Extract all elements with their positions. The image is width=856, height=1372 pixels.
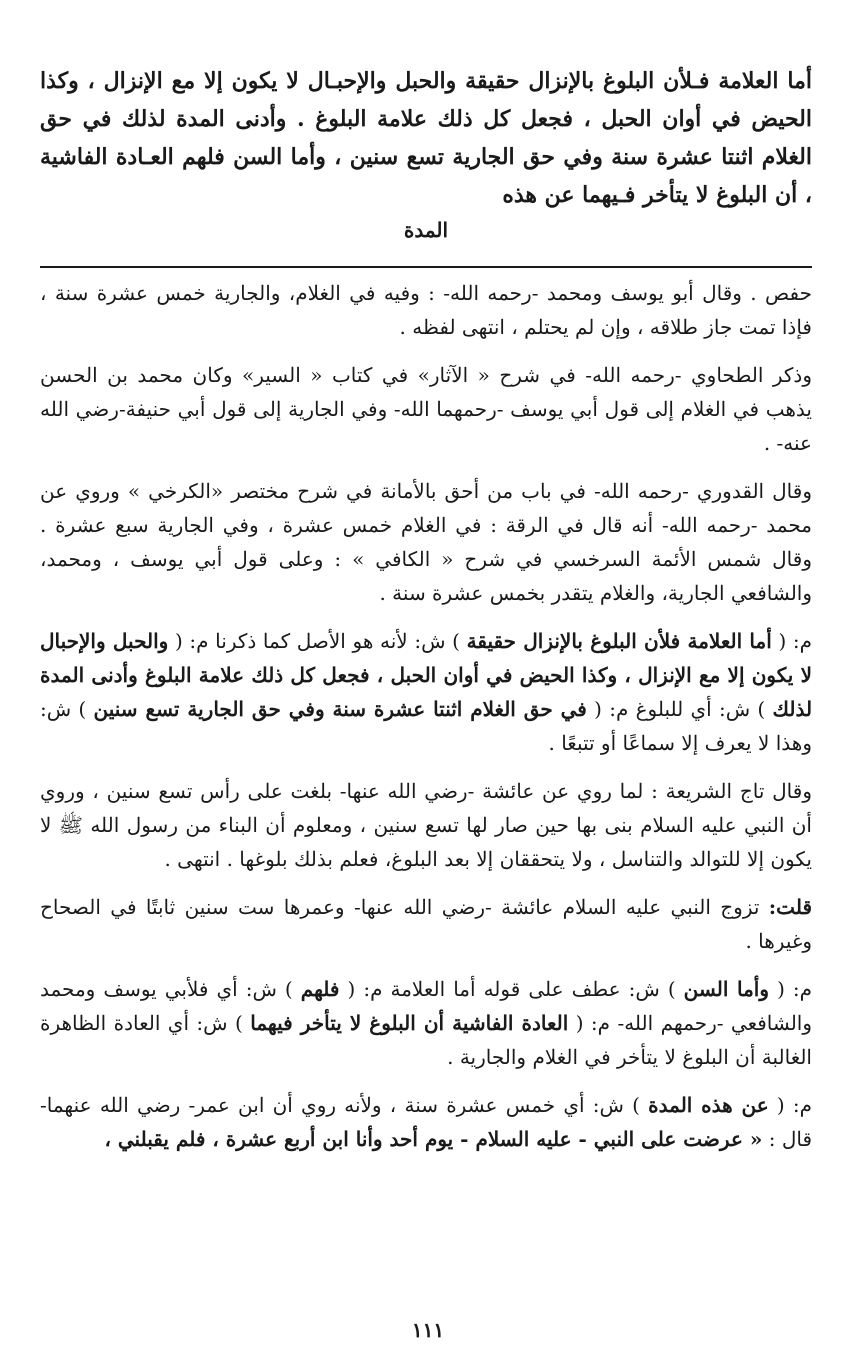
- qultu-label: قلت:: [768, 895, 812, 919]
- matn-end-word: المدة: [403, 218, 449, 242]
- sharh-paragraph-6: [40, 890, 812, 958]
- commentary-text: ) ش: أي خمس عشرة سنة ، ولأنه روي أن ابن عمر- رضي الله عنهما- قال :: [40, 1093, 812, 1151]
- matn-block: [40, 62, 812, 258]
- marker-text: م: (: [776, 1093, 813, 1117]
- quoted-matn: فلهم: [300, 977, 340, 1001]
- quoted-matn: والحبل والإحبال لا يكون إلا مع الإنزال ، وكذا الحيض في أوان الحبل ، فجعل كل ذلك علامة البلوغ وأدنى المدة لذلك: [40, 629, 813, 721]
- commentary-text: ) ش: وهذا لا يعرف إلا سماعًا أو تتبعًا .: [40, 697, 812, 755]
- sharh-paragraph-1: حفص . وقال أبو يوسف ومحمد -رحمه الله- : وفيه في الغلام، والجارية خمس عشرة سنة ، فإذا تمت جاز طلاقه ، وإن لم يحتلم ، انتهى لفظه .: [40, 281, 812, 339]
- commentary-text: ) ش: لأنه هو الأصل كما ذكرنا م: (: [174, 629, 460, 653]
- hadith-quote: « عرضت على النبي - عليه السلام - يوم أحد وأنا ابن أربع عشرة ، فلم يقبلني ،: [104, 1127, 763, 1151]
- sharh-paragraph-4: [40, 624, 812, 760]
- quoted-matn: العادة الفاشية أن البلوغ لا يتأخر فيهما: [250, 1011, 569, 1035]
- section-divider: [40, 266, 812, 268]
- marker-text: م: (: [778, 629, 813, 653]
- page-number: ١١١: [411, 1318, 445, 1342]
- sharh-block: [40, 276, 812, 1170]
- commentary-text: ) ش: أي للبلوغ م: (: [594, 697, 766, 721]
- sharh-paragraph-2: وذكر الطحاوي -رحمه الله- في شرح « الآثار» في كتاب « السير» وكان محمد بن الحسن يذهب في الغلام إلى قول أبي يوسف -رحمهما الله- وفي الجارية إلى قول أبي حنيفة-رضي الله عنه- .: [40, 363, 812, 455]
- sharh-paragraph-7: [40, 972, 812, 1074]
- sharh-paragraph-3: وقال القدوري -رحمه الله- في باب من أحق بالأمانة في شرح مختصر «الكرخي » وروي عن محمد -رحمه الله- أنه قال في الرقة : في الغلام خمس عشرة ، وفي الجارية سبع عشرة . وقال شمس الأئمة السرخسي في شرح « الكافي » : وعلى قول أبي يوسف ، ومحمد، والشافعي الجارية، والغلام يتقدر بخمس عشرة سنة .: [40, 479, 812, 605]
- sharh-paragraph-5: وقال تاج الشريعة : لما روي عن عائشة -رضي الله عنها- بلغت على رأس تسع سنين ، وروي أن النبي عليه السلام بنى بها حين صار لها تسع سنين ، ومعلوم أن البناء من رسول الله ﷺ لا يكون إلا للتوالد والتناسل ، ولا يتحققان إلا بعد البلوغ، فعلم بذلك بلوغها . انتهى .: [40, 779, 812, 871]
- commentary-text: ) ش: أي فلأبي يوسف ومحمد والشافعي -رحمهم الله- م: (: [40, 977, 813, 1035]
- commentary-text: تزوج النبي عليه السلام عائشة -رضي الله عنها- وعمرها ست سنين ثابتًا في الصحاح وغيرها .: [40, 895, 812, 953]
- quoted-matn: عن هذه المدة: [648, 1093, 769, 1117]
- matn-text: أما العلامة فـلأن البلوغ بالإنزال حقيقة والحبل والإحبـال لا يكون إلا مع الإنزال ، وكذا الحيض في أوان الحبل ، فجعل كل ذلك علامة البلوغ . وأدنى المدة لذلك في حق الغلام اثنتا عشرة سنة وفي حق الجارية تسع سنين ، وأما السن فلهم العـادة الفاشية ، أن البلوغ لا يتأخر فـيهما عن هذه: [40, 68, 812, 208]
- quoted-matn: وأما السن: [683, 977, 770, 1001]
- sharh-paragraph-8: [40, 1088, 812, 1156]
- commentary-text: ) ش: عطف على قوله أما العلامة م: (: [347, 977, 676, 1001]
- quoted-matn: أما العلامة فلأن البلوغ بالإنزال حقيقة: [466, 629, 772, 653]
- marker-text: م: (: [777, 977, 813, 1001]
- quoted-matn: في حق الغلام اثنتا عشرة سنة وفي حق الجارية تسع سنين: [93, 697, 587, 721]
- commentary-text: ) ش: أي العادة الظاهرة الغالبة أن البلوغ لا يتأخر في الغلام والجارية .: [40, 1011, 812, 1069]
